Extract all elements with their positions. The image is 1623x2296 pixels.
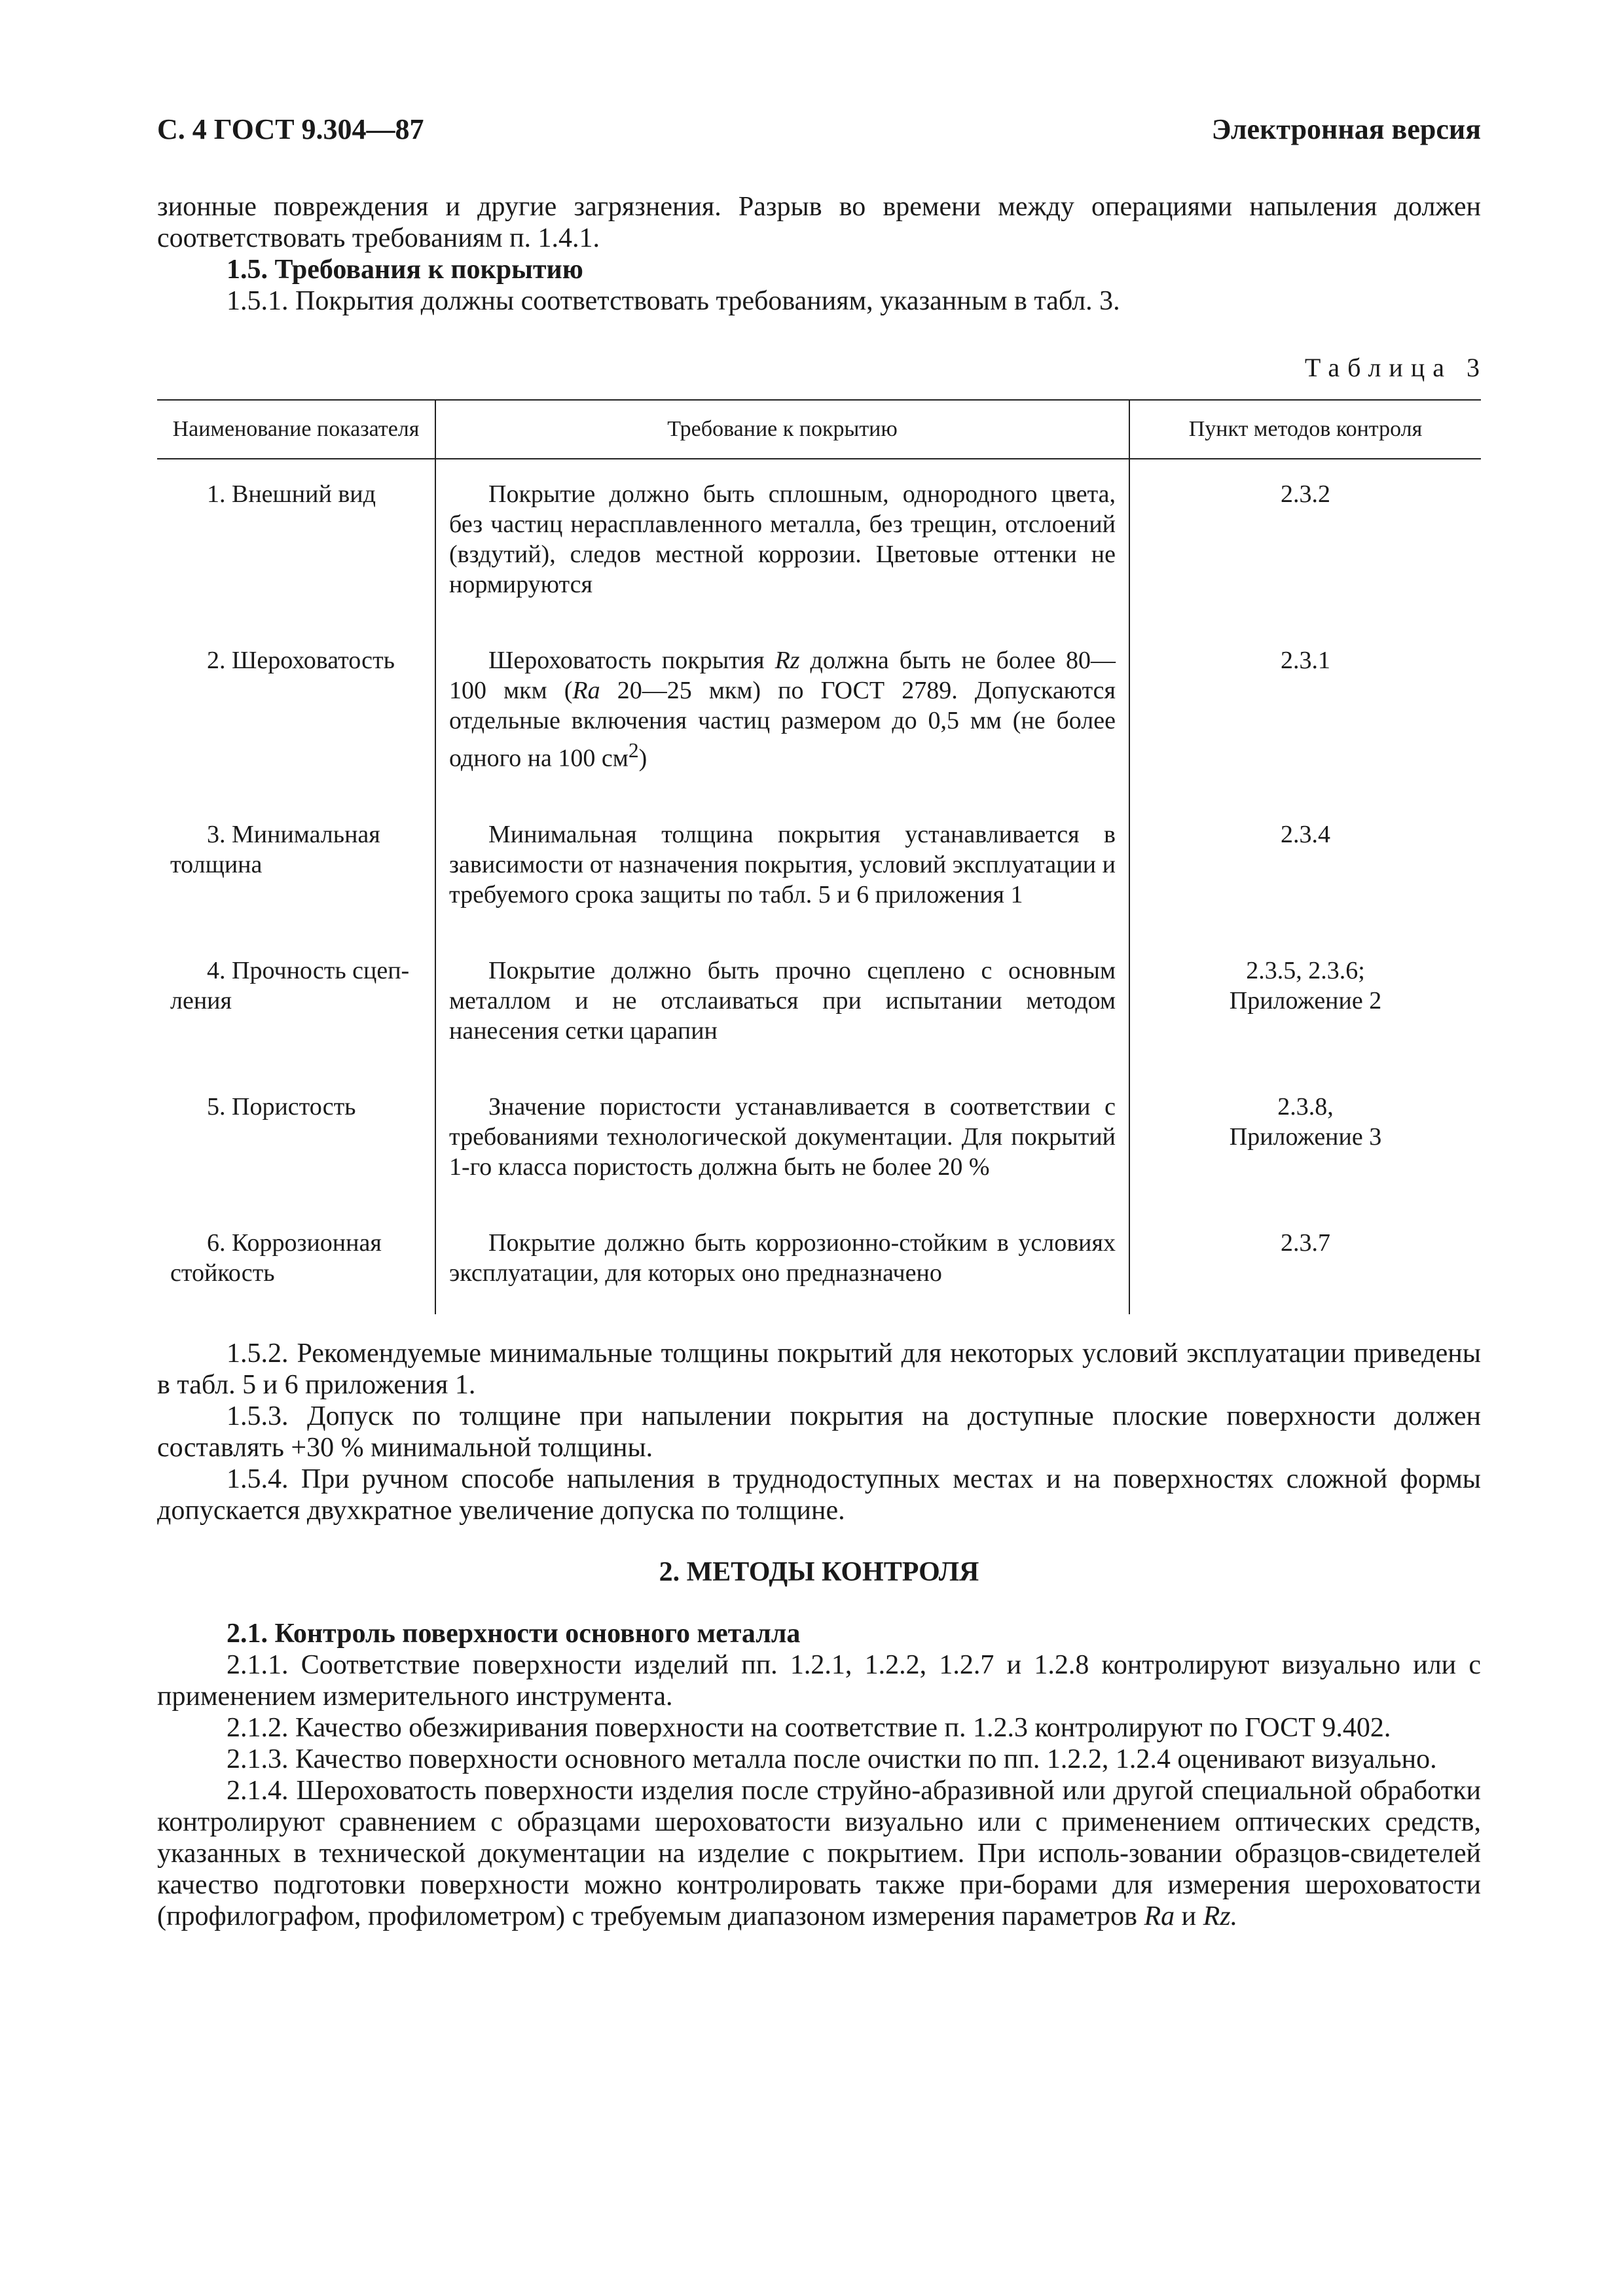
method-cell: 2.3.7	[1129, 1208, 1481, 1314]
requirement-cell: Покрытие должно быть прочно сцеплено с основным металлом и не отслаиваться при испытании методом нанесения сетки царапин	[435, 936, 1129, 1072]
table-caption: Таблица 3	[1304, 353, 1487, 382]
table-row	[157, 626, 1481, 800]
method-cell: 2.3.5, 2.3.6; Приложение 2	[1129, 936, 1481, 1072]
indicator-cell: 5. Пористость	[207, 1092, 356, 1121]
paragraph-2-1-4: 2.1.4. Шероховатость поверхности изделия после струйно-абразивной или другой специальной обработки контролируют сравнением с образцами шероховатости визуально или с применением оптических средств, указанных в технической документации на изделие с покрытием. При исполь-зовании образцов-свидетелей качество подготовки поверхности можно контролировать также при-борами для измерения шероховатости (профилографом, профилометром) с требуемым диапазоном измерения параметров Ra и Rz.	[157, 1775, 1481, 1931]
method-cell: 2.3.4	[1129, 800, 1481, 936]
column-header-requirement: Требование к покрытию	[435, 400, 1129, 459]
indicator-cell: 4. Прочность сцеп-ления	[170, 956, 410, 1014]
paragraph-2-1-3: 2.1.3. Качество поверхности основного металла после очистки по пп. 1.2.2, 1.2.4 оценивают визуально.	[227, 1744, 1437, 1774]
requirement-cell: Шероховатость покрытия Rz должна быть не более 80—100 мкм (Ra 20—25 мкм) по ГОСТ 2789. Допускаются отдельные включения частиц размером до 0,5 мм (не более одного на 100 $см^2$)	[435, 626, 1129, 800]
requirement-cell: Покрытие должно быть коррозионно-стойким в условиях эксплуатации, для которых оно предназначено	[435, 1208, 1129, 1314]
method-cell: 2.3.2	[1129, 459, 1481, 626]
paragraph-1-5-4: 1.5.4. При ручном способе напыления в труднодоступных местах и на поверхностях сложной формы допускается двухкратное увеличение допуска по толщине.	[157, 1463, 1481, 1526]
indicator-cell: 3. Минимальная толщина	[170, 820, 380, 878]
table-row	[157, 1208, 1481, 1314]
column-header-indicator: Наименование показателя	[157, 400, 435, 459]
table-header-row	[157, 400, 1481, 459]
table-row	[157, 936, 1481, 1072]
table-row	[157, 459, 1481, 626]
document-body	[157, 191, 1487, 1932]
method-cell: 2.3.8, Приложение 3	[1129, 1072, 1481, 1208]
requirement-cell: Покрытие должно быть сплошным, однородного цвета, без частиц нерасплавленного металла, без трещин, отслоений (вздутий), следов местной коррозии. Цветовые оттенки не нормируются	[435, 459, 1129, 626]
section-title-2: 2. МЕТОДЫ КОНТРОЛЯ	[659, 1556, 979, 1587]
paragraph-2-1-1: 2.1.1. Соответствие поверхности изделий пп. 1.2.1, 1.2.2, 1.2.7 и 1.2.8 контролируют визуально или с применением измерительного инструмента.	[157, 1649, 1481, 1712]
requirement-cell: Значение пористости устанавливается в соответствии с требованиями технологической документации. Для покрытий 1-го класса пористость должна быть не более 20 %	[435, 1072, 1129, 1208]
paragraph-1-5-1: 1.5.1. Покрытия должны соответствовать требованиям, указанным в табл. 3.	[227, 286, 1120, 316]
indicator-cell: 1. Внешний вид	[207, 480, 376, 508]
requirements-table	[157, 399, 1481, 1314]
table-row	[157, 800, 1481, 936]
paragraph-1-5-3: 1.5.3. Допуск по толщине при напылении покрытия на доступные плоские поверхности должен составлять +30 % минимальной толщины.	[157, 1401, 1481, 1463]
method-cell: 2.3.1	[1129, 626, 1481, 800]
paragraph-2-1-2: 2.1.2. Качество обезжиривания поверхности на соответствие п. 1.2.3 контролируют по ГОСТ 9.402.	[227, 1712, 1391, 1743]
indicator-cell: 2. Шероховатость	[207, 647, 395, 674]
section-heading-2-1: 2.1. Контроль поверхности основного металла	[227, 1618, 801, 1649]
page-header-version: Электронная версия	[1211, 113, 1481, 145]
column-header-method: Пункт методов контроля	[1129, 400, 1481, 459]
indicator-cell: 6. Коррозионная стойкость	[170, 1229, 382, 1287]
intro-paragraph: зионные повреждения и другие загрязнения. Разрыв во времени между операциями напыления должен соответствовать требованиям п. 1.4.1.	[157, 192, 1481, 253]
page-header-standard: С. 4 ГОСТ 9.304—87	[157, 113, 424, 145]
paragraph-1-5-2: 1.5.2. Рекомендуемые минимальные толщины покрытий для некоторых условий эксплуатации приведены в табл. 5 и 6 приложения 1.	[157, 1338, 1481, 1400]
section-heading-1-5: 1.5. Требования к покрытию	[227, 255, 583, 285]
table-row	[157, 1072, 1481, 1208]
requirement-cell: Минимальная толщина покрытия устанавливается в зависимости от назначения покрытия, условий эксплуатации и требуемого срока защиты по табл. 5 и 6 приложения 1	[435, 800, 1129, 936]
